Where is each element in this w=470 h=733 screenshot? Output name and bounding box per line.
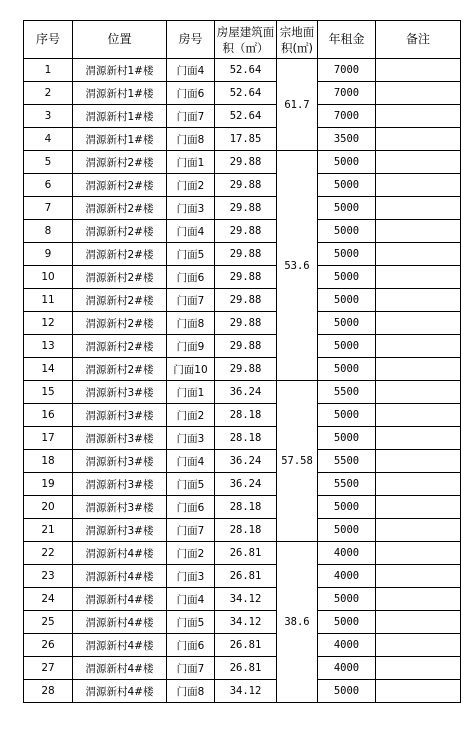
cell-building-area: 36.24 bbox=[215, 473, 277, 496]
cell-annual-rent: 3500 bbox=[318, 128, 376, 151]
cell-seq: 3 bbox=[24, 105, 73, 128]
header-land-area: 宗地面积(㎡) bbox=[277, 21, 318, 59]
cell-annual-rent: 4000 bbox=[318, 657, 376, 680]
cell-room: 门面7 bbox=[167, 289, 215, 312]
table-row bbox=[24, 243, 461, 266]
cell-building-area: 29.88 bbox=[215, 174, 277, 197]
table-row bbox=[24, 128, 461, 151]
cell-remarks bbox=[376, 128, 461, 151]
header-location: 位置 bbox=[73, 21, 167, 59]
cell-annual-rent: 5000 bbox=[318, 427, 376, 450]
cell-remarks bbox=[376, 588, 461, 611]
cell-location: 渭源新村3#楼 bbox=[73, 404, 167, 427]
table-row bbox=[24, 289, 461, 312]
cell-seq: 6 bbox=[24, 174, 73, 197]
cell-remarks bbox=[376, 220, 461, 243]
cell-remarks bbox=[376, 266, 461, 289]
cell-remarks bbox=[376, 680, 461, 703]
cell-building-area: 28.18 bbox=[215, 427, 277, 450]
cell-building-area: 36.24 bbox=[215, 381, 277, 404]
header-room: 房号 bbox=[167, 21, 215, 59]
table-row bbox=[24, 82, 461, 105]
cell-room: 门面6 bbox=[167, 266, 215, 289]
table-row bbox=[24, 197, 461, 220]
cell-annual-rent: 5000 bbox=[318, 335, 376, 358]
cell-remarks bbox=[376, 151, 461, 174]
cell-remarks bbox=[376, 105, 461, 128]
cell-annual-rent: 5000 bbox=[318, 404, 376, 427]
cell-building-area: 29.88 bbox=[215, 335, 277, 358]
cell-building-area: 29.88 bbox=[215, 220, 277, 243]
cell-building-area: 29.88 bbox=[215, 151, 277, 174]
cell-building-area: 28.18 bbox=[215, 496, 277, 519]
cell-remarks bbox=[376, 404, 461, 427]
cell-building-area: 34.12 bbox=[215, 680, 277, 703]
table-body bbox=[24, 59, 461, 703]
cell-seq: 9 bbox=[24, 243, 73, 266]
cell-annual-rent: 4000 bbox=[318, 634, 376, 657]
cell-land-area: 53.6 bbox=[277, 151, 318, 381]
cell-seq: 5 bbox=[24, 151, 73, 174]
cell-room: 门面4 bbox=[167, 588, 215, 611]
cell-location: 渭源新村2#楼 bbox=[73, 174, 167, 197]
cell-room: 门面8 bbox=[167, 680, 215, 703]
cell-seq: 17 bbox=[24, 427, 73, 450]
cell-building-area: 29.88 bbox=[215, 312, 277, 335]
table-row bbox=[24, 657, 461, 680]
cell-remarks bbox=[376, 450, 461, 473]
cell-annual-rent: 5000 bbox=[318, 266, 376, 289]
cell-room: 门面3 bbox=[167, 565, 215, 588]
table-row bbox=[24, 381, 461, 404]
cell-annual-rent: 4000 bbox=[318, 565, 376, 588]
cell-annual-rent: 7000 bbox=[318, 82, 376, 105]
cell-location: 渭源新村2#楼 bbox=[73, 358, 167, 381]
cell-building-area: 34.12 bbox=[215, 611, 277, 634]
cell-seq: 14 bbox=[24, 358, 73, 381]
cell-seq: 24 bbox=[24, 588, 73, 611]
cell-location: 渭源新村1#楼 bbox=[73, 59, 167, 82]
cell-location: 渭源新村3#楼 bbox=[73, 473, 167, 496]
cell-location: 渭源新村1#楼 bbox=[73, 128, 167, 151]
cell-remarks bbox=[376, 358, 461, 381]
cell-building-area: 28.18 bbox=[215, 519, 277, 542]
cell-room: 门面6 bbox=[167, 634, 215, 657]
cell-annual-rent: 5000 bbox=[318, 519, 376, 542]
header-annual-rent: 年租金 bbox=[318, 21, 376, 59]
cell-building-area: 29.88 bbox=[215, 243, 277, 266]
cell-seq: 2 bbox=[24, 82, 73, 105]
cell-seq: 20 bbox=[24, 496, 73, 519]
cell-annual-rent: 5000 bbox=[318, 312, 376, 335]
cell-location: 渭源新村2#楼 bbox=[73, 243, 167, 266]
cell-remarks bbox=[376, 174, 461, 197]
cell-location: 渭源新村3#楼 bbox=[73, 427, 167, 450]
cell-room: 门面5 bbox=[167, 611, 215, 634]
cell-building-area: 29.88 bbox=[215, 358, 277, 381]
cell-location: 渭源新村4#楼 bbox=[73, 634, 167, 657]
cell-remarks bbox=[376, 519, 461, 542]
header-remarks: 备注 bbox=[376, 21, 461, 59]
cell-location: 渭源新村4#楼 bbox=[73, 680, 167, 703]
cell-seq: 11 bbox=[24, 289, 73, 312]
cell-building-area: 26.81 bbox=[215, 565, 277, 588]
cell-land-area: 61.7 bbox=[277, 59, 318, 151]
cell-location: 渭源新村4#楼 bbox=[73, 565, 167, 588]
cell-remarks bbox=[376, 565, 461, 588]
header-row bbox=[24, 21, 461, 59]
cell-building-area: 52.64 bbox=[215, 82, 277, 105]
table-row bbox=[24, 335, 461, 358]
cell-remarks bbox=[376, 634, 461, 657]
cell-room: 门面4 bbox=[167, 59, 215, 82]
table-row bbox=[24, 220, 461, 243]
cell-annual-rent: 5000 bbox=[318, 358, 376, 381]
table-row bbox=[24, 519, 461, 542]
cell-location: 渭源新村3#楼 bbox=[73, 496, 167, 519]
cell-building-area: 52.64 bbox=[215, 105, 277, 128]
table-row bbox=[24, 542, 461, 565]
cell-annual-rent: 5000 bbox=[318, 220, 376, 243]
cell-seq: 26 bbox=[24, 634, 73, 657]
cell-location: 渭源新村2#楼 bbox=[73, 266, 167, 289]
cell-room: 门面9 bbox=[167, 335, 215, 358]
cell-seq: 7 bbox=[24, 197, 73, 220]
table-row bbox=[24, 565, 461, 588]
cell-remarks bbox=[376, 59, 461, 82]
cell-annual-rent: 5000 bbox=[318, 174, 376, 197]
cell-remarks bbox=[376, 542, 461, 565]
cell-building-area: 26.81 bbox=[215, 657, 277, 680]
cell-annual-rent: 5000 bbox=[318, 680, 376, 703]
cell-remarks bbox=[376, 289, 461, 312]
cell-seq: 23 bbox=[24, 565, 73, 588]
table-row bbox=[24, 358, 461, 381]
cell-room: 门面1 bbox=[167, 381, 215, 404]
table-row bbox=[24, 588, 461, 611]
cell-remarks bbox=[376, 473, 461, 496]
cell-building-area: 29.88 bbox=[215, 266, 277, 289]
cell-location: 渭源新村3#楼 bbox=[73, 519, 167, 542]
cell-location: 渭源新村2#楼 bbox=[73, 312, 167, 335]
table-row bbox=[24, 174, 461, 197]
cell-remarks bbox=[376, 427, 461, 450]
cell-building-area: 28.18 bbox=[215, 404, 277, 427]
table-row bbox=[24, 59, 461, 82]
table-row bbox=[24, 473, 461, 496]
cell-annual-rent: 5000 bbox=[318, 151, 376, 174]
cell-annual-rent: 5000 bbox=[318, 611, 376, 634]
cell-room: 门面8 bbox=[167, 312, 215, 335]
cell-building-area: 52.64 bbox=[215, 59, 277, 82]
table-row bbox=[24, 680, 461, 703]
cell-remarks bbox=[376, 611, 461, 634]
cell-seq: 25 bbox=[24, 611, 73, 634]
cell-location: 渭源新村2#楼 bbox=[73, 151, 167, 174]
cell-seq: 19 bbox=[24, 473, 73, 496]
cell-remarks bbox=[376, 496, 461, 519]
cell-annual-rent: 5000 bbox=[318, 289, 376, 312]
cell-location: 渭源新村4#楼 bbox=[73, 542, 167, 565]
table-row bbox=[24, 312, 461, 335]
cell-remarks bbox=[376, 312, 461, 335]
cell-room: 门面6 bbox=[167, 82, 215, 105]
table-row bbox=[24, 611, 461, 634]
cell-room: 门面8 bbox=[167, 128, 215, 151]
cell-seq: 12 bbox=[24, 312, 73, 335]
cell-room: 门面7 bbox=[167, 657, 215, 680]
cell-room: 门面4 bbox=[167, 450, 215, 473]
cell-location: 渭源新村2#楼 bbox=[73, 220, 167, 243]
rent-table bbox=[23, 20, 461, 703]
cell-annual-rent: 4000 bbox=[318, 542, 376, 565]
cell-room: 门面3 bbox=[167, 197, 215, 220]
cell-location: 渭源新村2#楼 bbox=[73, 335, 167, 358]
cell-seq: 21 bbox=[24, 519, 73, 542]
cell-seq: 13 bbox=[24, 335, 73, 358]
table-row bbox=[24, 634, 461, 657]
cell-room: 门面6 bbox=[167, 496, 215, 519]
cell-room: 门面2 bbox=[167, 174, 215, 197]
cell-building-area: 29.88 bbox=[215, 289, 277, 312]
cell-annual-rent: 5000 bbox=[318, 588, 376, 611]
cell-seq: 16 bbox=[24, 404, 73, 427]
cell-seq: 18 bbox=[24, 450, 73, 473]
table-row bbox=[24, 266, 461, 289]
cell-annual-rent: 5000 bbox=[318, 197, 376, 220]
table-row bbox=[24, 427, 461, 450]
cell-remarks bbox=[376, 657, 461, 680]
cell-room: 门面3 bbox=[167, 427, 215, 450]
table-header bbox=[24, 21, 461, 59]
cell-room: 门面2 bbox=[167, 404, 215, 427]
cell-seq: 28 bbox=[24, 680, 73, 703]
cell-remarks bbox=[376, 335, 461, 358]
cell-annual-rent: 5000 bbox=[318, 496, 376, 519]
cell-room: 门面4 bbox=[167, 220, 215, 243]
cell-annual-rent: 5500 bbox=[318, 473, 376, 496]
cell-building-area: 26.81 bbox=[215, 542, 277, 565]
cell-seq: 15 bbox=[24, 381, 73, 404]
cell-remarks bbox=[376, 197, 461, 220]
cell-room: 门面10 bbox=[167, 358, 215, 381]
table-row bbox=[24, 105, 461, 128]
cell-seq: 10 bbox=[24, 266, 73, 289]
cell-building-area: 26.81 bbox=[215, 634, 277, 657]
cell-seq: 8 bbox=[24, 220, 73, 243]
cell-building-area: 29.88 bbox=[215, 197, 277, 220]
cell-location: 渭源新村4#楼 bbox=[73, 588, 167, 611]
cell-seq: 1 bbox=[24, 59, 73, 82]
cell-annual-rent: 5500 bbox=[318, 381, 376, 404]
cell-location: 渭源新村4#楼 bbox=[73, 611, 167, 634]
cell-seq: 4 bbox=[24, 128, 73, 151]
cell-room: 门面5 bbox=[167, 243, 215, 266]
cell-location: 渭源新村3#楼 bbox=[73, 450, 167, 473]
cell-location: 渭源新村1#楼 bbox=[73, 82, 167, 105]
cell-room: 门面5 bbox=[167, 473, 215, 496]
cell-location: 渭源新村2#楼 bbox=[73, 197, 167, 220]
cell-annual-rent: 5500 bbox=[318, 450, 376, 473]
cell-remarks bbox=[376, 243, 461, 266]
cell-remarks bbox=[376, 381, 461, 404]
cell-building-area: 34.12 bbox=[215, 588, 277, 611]
cell-location: 渭源新村2#楼 bbox=[73, 289, 167, 312]
cell-seq: 27 bbox=[24, 657, 73, 680]
cell-location: 渭源新村1#楼 bbox=[73, 105, 167, 128]
header-seq: 序号 bbox=[24, 21, 73, 59]
cell-room: 门面7 bbox=[167, 519, 215, 542]
cell-location: 渭源新村3#楼 bbox=[73, 381, 167, 404]
cell-annual-rent: 5000 bbox=[318, 243, 376, 266]
cell-seq: 22 bbox=[24, 542, 73, 565]
cell-building-area: 17.85 bbox=[215, 128, 277, 151]
cell-building-area: 36.24 bbox=[215, 450, 277, 473]
cell-land-area: 57.58 bbox=[277, 381, 318, 542]
cell-land-area: 38.6 bbox=[277, 542, 318, 703]
table-row bbox=[24, 450, 461, 473]
header-building-area: 房屋建筑面积（㎡） bbox=[215, 21, 277, 59]
cell-room: 门面1 bbox=[167, 151, 215, 174]
cell-remarks bbox=[376, 82, 461, 105]
table-row bbox=[24, 151, 461, 174]
table-row bbox=[24, 496, 461, 519]
cell-annual-rent: 7000 bbox=[318, 105, 376, 128]
table-row bbox=[24, 404, 461, 427]
cell-annual-rent: 7000 bbox=[318, 59, 376, 82]
cell-room: 门面2 bbox=[167, 542, 215, 565]
cell-room: 门面7 bbox=[167, 105, 215, 128]
cell-location: 渭源新村4#楼 bbox=[73, 657, 167, 680]
